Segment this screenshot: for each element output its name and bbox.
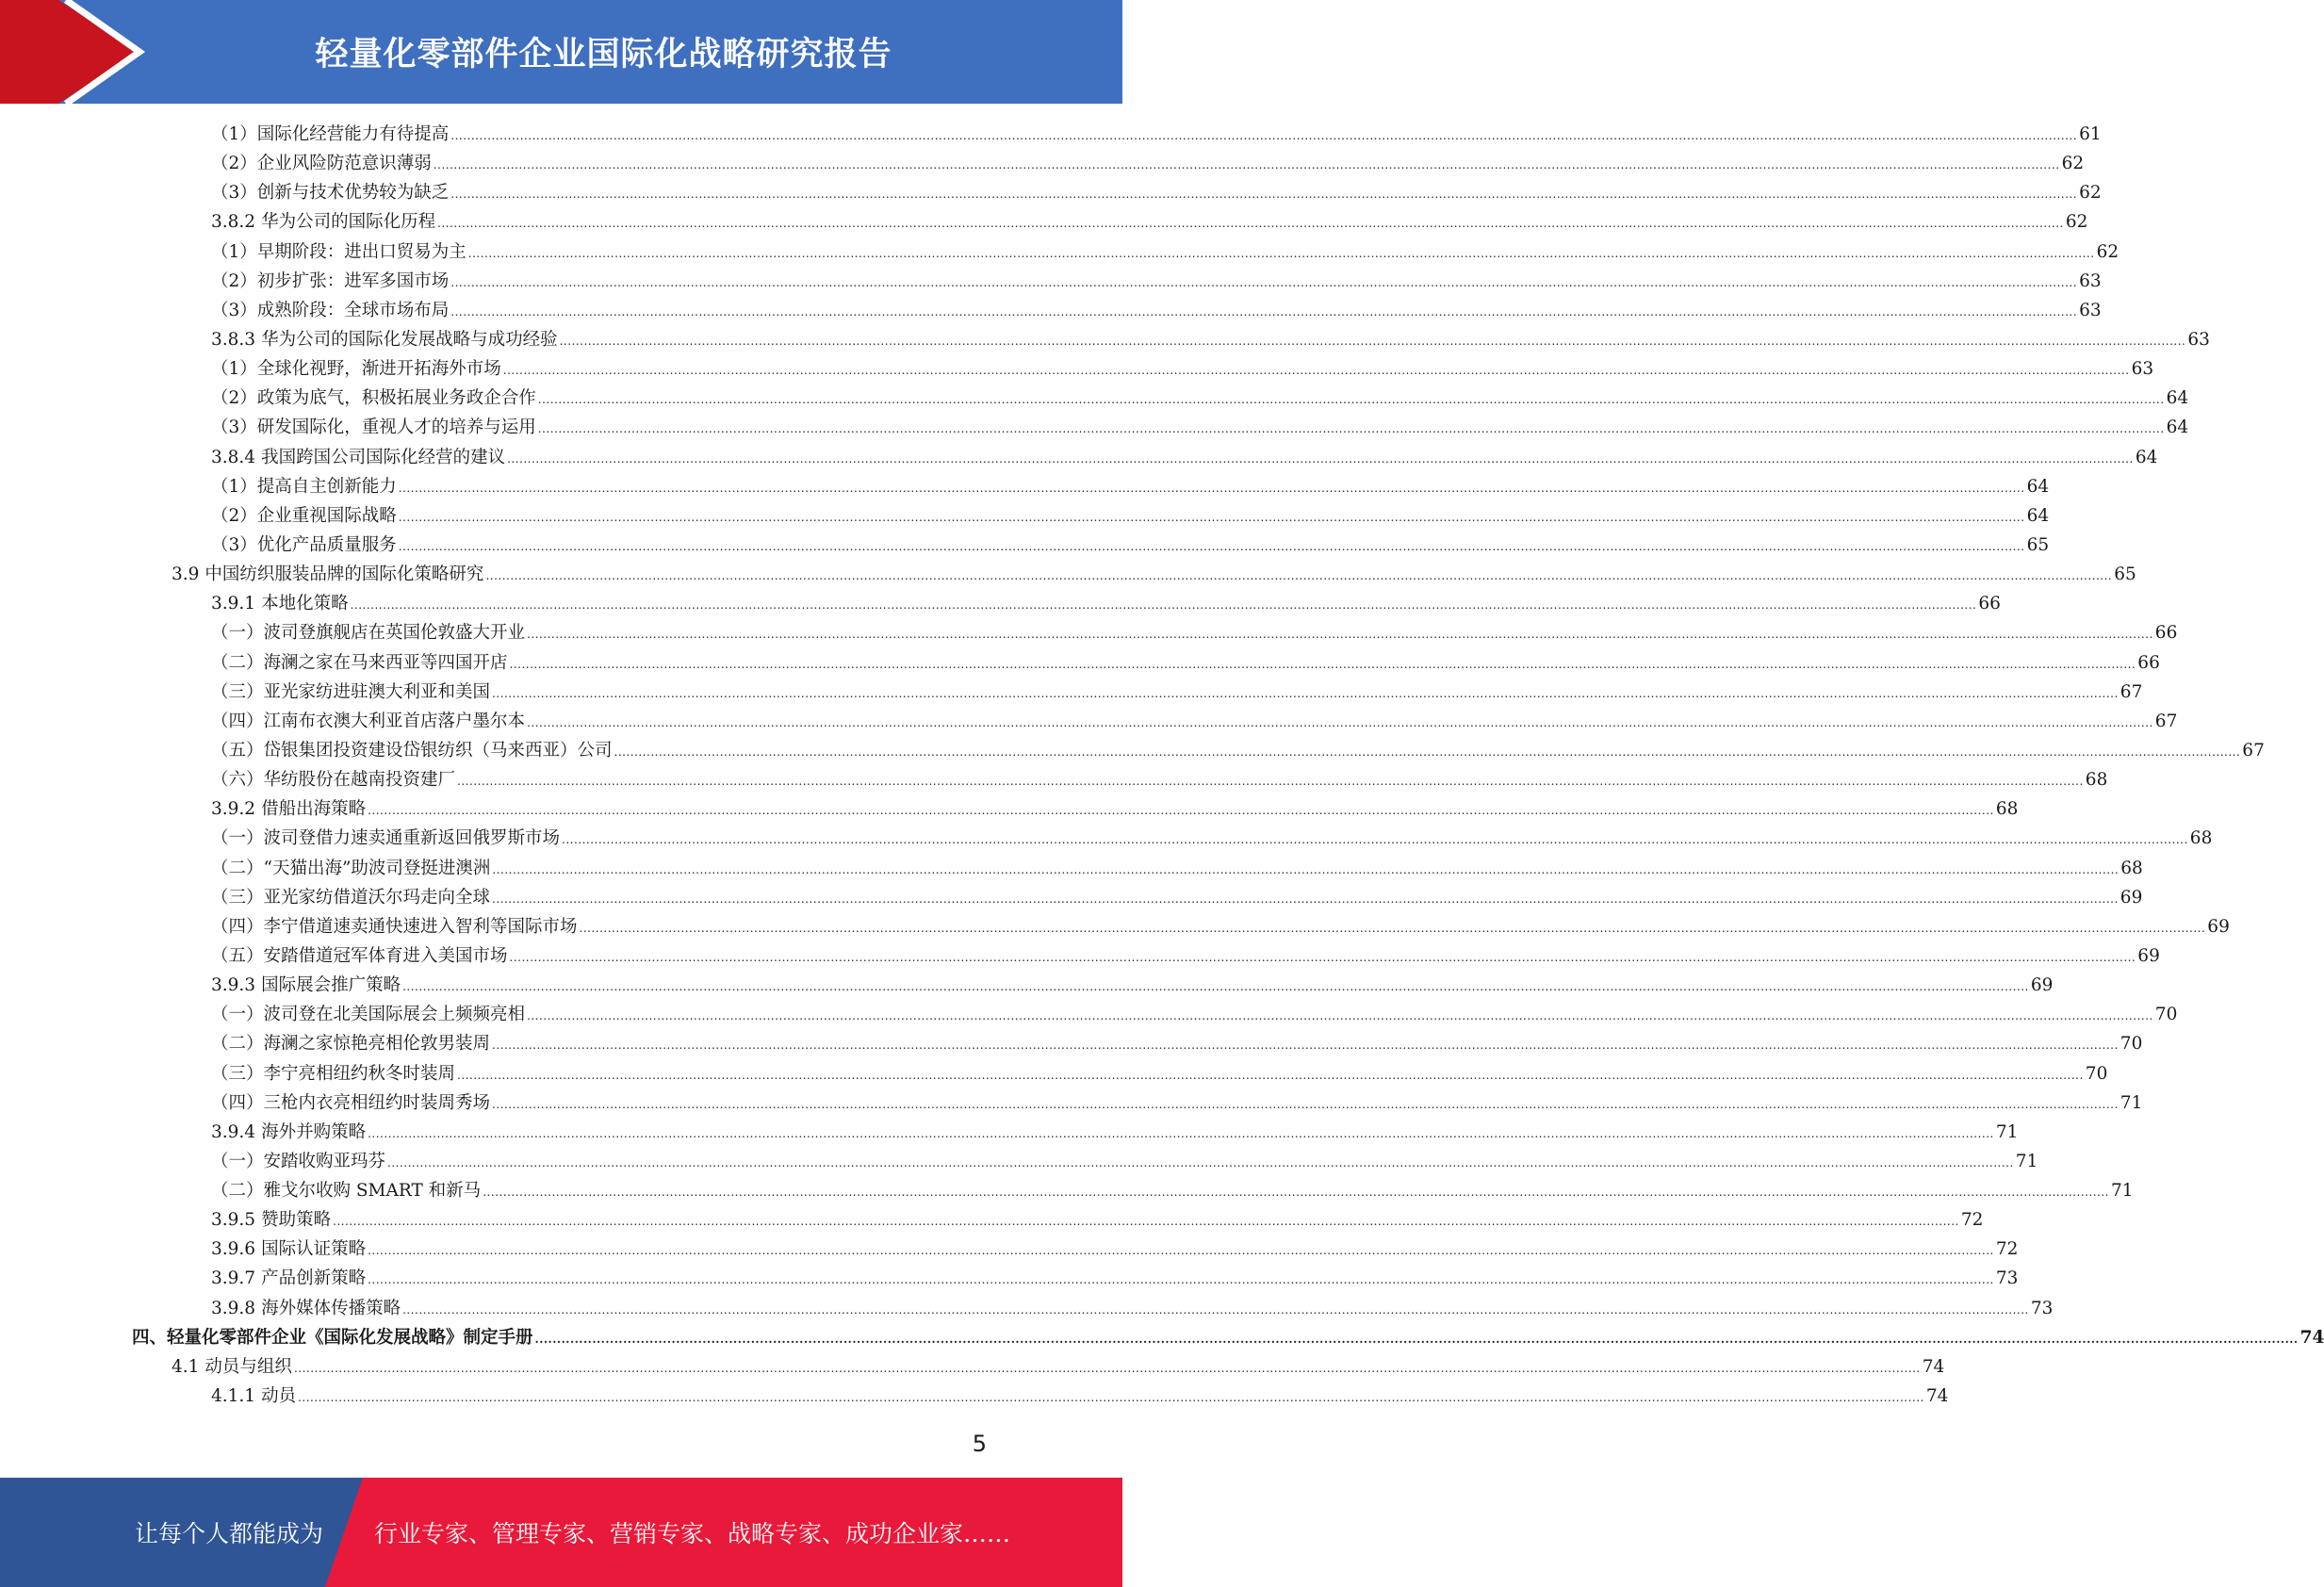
- toc-entry-number: 4.1: [172, 1356, 200, 1377]
- toc-entry-title: [211, 1205, 331, 1235]
- toc-dot-leader: ................................................................................................................................................................................................................................................................................................................................................................................................................: [509, 657, 2136, 671]
- toc-entry[interactable]: [132, 1088, 2143, 1118]
- toc-entry-title: [211, 267, 449, 296]
- toc-page-number: 67: [2119, 681, 2143, 702]
- toc-entry[interactable]: [132, 1000, 2178, 1029]
- toc-entry-text: （二）“天猫出海”助波司登挺进澳洲: [211, 858, 491, 878]
- toc-dot-leader: ................................................................................................................................................................................................................................................................................................................................................................................................................: [492, 1097, 2119, 1111]
- toc-entry[interactable]: [132, 207, 2088, 237]
- toc-page-number: 68: [2120, 858, 2143, 878]
- toc-entry-title: [172, 560, 483, 589]
- toc-entry-title: [211, 1088, 490, 1118]
- toc-dot-leader: ................................................................................................................................................................................................................................................................................................................................................................................................................: [509, 950, 2136, 964]
- toc-page-number: 74: [1922, 1356, 1945, 1377]
- toc-entry[interactable]: [132, 1235, 2019, 1264]
- toc-page-number: 72: [1960, 1210, 1984, 1231]
- document-title: 轻量化零部件企业国际化战略研究报告: [315, 36, 892, 74]
- toc-entry[interactable]: [132, 912, 2230, 941]
- toc-page-number: 61: [2079, 124, 2102, 144]
- toc-dot-leader: ................................................................................................................................................................................................................................................................................................................................................................................................................: [559, 334, 2186, 348]
- toc-entry-title: [211, 178, 449, 207]
- toc-dot-leader: ................................................................................................................................................................................................................................................................................................................................................................................................................: [534, 1332, 2299, 1346]
- toc-entry[interactable]: [132, 354, 2154, 384]
- toc-entry[interactable]: [132, 1205, 1984, 1235]
- toc-entry-text: （2）企业风险防范意识薄弱: [211, 154, 432, 174]
- toc-dot-leader: ................................................................................................................................................................................................................................................................................................................................................................................................................: [293, 1361, 1921, 1375]
- toc-entry[interactable]: [132, 384, 2189, 413]
- toc-dot-leader: ................................................................................................................................................................................................................................................................................................................................................................................................................: [492, 1039, 2119, 1053]
- toc-dot-leader: ................................................................................................................................................................................................................................................................................................................................................................................................................: [350, 598, 1977, 613]
- toc-page-number: 71: [1995, 1121, 2019, 1142]
- toc-dot-leader: ................................................................................................................................................................................................................................................................................................................................................................................................................: [527, 628, 2153, 642]
- toc-entry-text: （一）波司登借力速卖通重新返回俄罗斯市场: [211, 828, 561, 849]
- toc-entry[interactable]: [132, 178, 2102, 207]
- toc-entry-text: （1）全球化视野，渐进开拓海外市场: [211, 359, 501, 380]
- toc-page-number: 64: [2166, 417, 2189, 438]
- toc-entry[interactable]: [132, 296, 2102, 325]
- toc-entry-text: （四）江南布衣澳大利亚首店落户墨尔本: [211, 711, 526, 731]
- toc-entry-title: [211, 1176, 481, 1205]
- toc-page-number: 71: [2119, 1092, 2143, 1113]
- toc-page-number: 63: [2187, 329, 2210, 350]
- footer-slogan-right: 行业专家、管理专家、营销专家、战略专家、成功企业家……: [374, 1520, 1011, 1547]
- toc-entry[interactable]: [132, 765, 2108, 794]
- toc-page-number: 69: [2137, 945, 2160, 966]
- toc-entry-title: [211, 707, 525, 736]
- toc-entry-number: 3.9.5: [211, 1210, 256, 1231]
- toc-page-number: 66: [2137, 652, 2160, 673]
- toc-entry-number: 3.9.6: [211, 1239, 256, 1260]
- toc-entry-text: （二）海澜之家惊艳亮相伦敦男装周: [211, 1034, 491, 1055]
- toc-entry[interactable]: [132, 413, 2189, 442]
- toc-entry[interactable]: [132, 854, 2143, 883]
- toc-entry[interactable]: [132, 472, 2050, 501]
- toc-entry-number: 3.8.4: [211, 447, 256, 467]
- toc-entry-number: 3.9.1: [211, 594, 256, 614]
- toc-entry-text: （1）早期阶段：进出口贸易为主: [211, 241, 466, 262]
- toc-dot-leader: ................................................................................................................................................................................................................................................................................................................................................................................................................: [450, 129, 2078, 142]
- toc-entry[interactable]: [132, 1382, 1949, 1411]
- toc-entry[interactable]: [132, 618, 2178, 647]
- toc-entry-text: 国际展会推广策略: [261, 975, 401, 996]
- table-of-contents: [132, 120, 2324, 1411]
- toc-entry-title: [211, 941, 508, 971]
- footer-slogan-left: 让每个人都能成为: [135, 1520, 324, 1547]
- page-header: [0, 0, 1122, 104]
- toc-entry-title: [211, 1294, 401, 1323]
- toc-entry-title: [211, 237, 466, 267]
- toc-entry-text: 我国跨国公司国际化经营的建议: [261, 447, 506, 467]
- toc-dot-leader: ................................................................................................................................................................................................................................................................................................................................................................................................................: [333, 1215, 1959, 1229]
- toc-entry-number: 3.9.8: [211, 1298, 256, 1318]
- toc-entry[interactable]: [132, 736, 2265, 765]
- toc-entry-title: [211, 207, 435, 237]
- toc-entry-number: 3.8.2: [211, 212, 256, 233]
- toc-entry[interactable]: [132, 1352, 1945, 1382]
- toc-entry-title: [211, 618, 525, 647]
- toc-entry-title: [211, 824, 560, 853]
- toc-page-number: 64: [2026, 476, 2050, 497]
- toc-page-number: 74: [2299, 1327, 2324, 1348]
- toc-entry-text: （3）成熟阶段：全球市场布局: [211, 300, 450, 320]
- toc-entry[interactable]: [132, 971, 2054, 1000]
- toc-entry-text: 华为公司的国际化历程: [261, 212, 436, 233]
- toc-entry[interactable]: [132, 1323, 2324, 1352]
- toc-entry[interactable]: [132, 824, 2213, 853]
- toc-entry-title: [211, 1029, 490, 1058]
- toc-entry-text: 本地化策略: [261, 594, 349, 614]
- toc-dot-leader: ................................................................................................................................................................................................................................................................................................................................................................................................................: [492, 686, 2119, 700]
- toc-page-number: 70: [2154, 1005, 2178, 1025]
- toc-dot-leader: ................................................................................................................................................................................................................................................................................................................................................................................................................: [527, 1009, 2153, 1023]
- toc-page-number: 70: [2085, 1063, 2108, 1084]
- toc-entry-title: [211, 1000, 525, 1029]
- toc-entry[interactable]: [132, 149, 2085, 178]
- toc-dot-leader: ................................................................................................................................................................................................................................................................................................................................................................................................................: [450, 304, 2078, 319]
- toc-page-number: 62: [2096, 241, 2119, 262]
- toc-page-number: 63: [2079, 270, 2102, 291]
- toc-entry-text: 动员与组织: [205, 1356, 292, 1377]
- toc-entry-text: 华为公司的国际化发展战略与成功经验: [261, 329, 558, 350]
- toc-entry[interactable]: [132, 648, 2160, 678]
- toc-dot-leader: ................................................................................................................................................................................................................................................................................................................................................................................................................: [537, 422, 2165, 436]
- toc-page-number: 68: [2189, 828, 2213, 849]
- toc-entry[interactable]: [132, 501, 2050, 531]
- toc-entry[interactable]: [132, 589, 2001, 618]
- toc-entry-text: 海外并购策略: [261, 1121, 367, 1142]
- toc-entry[interactable]: [132, 1264, 2019, 1293]
- toc-page-number: 70: [2119, 1034, 2143, 1055]
- toc-entry[interactable]: [132, 707, 2178, 736]
- toc-page-number: 68: [2085, 770, 2108, 791]
- toc-entry-text: 海外媒体传播策略: [261, 1298, 401, 1318]
- toc-entry-title: [211, 354, 501, 384]
- toc-dot-leader: ................................................................................................................................................................................................................................................................................................................................................................................................................: [437, 217, 2064, 231]
- toc-page-number: 64: [2026, 505, 2050, 526]
- toc-entry-title: [211, 971, 401, 1000]
- toc-entry-text: （五）安踏借道冠军体育进入美国市场: [211, 945, 508, 966]
- toc-entry-title: [211, 149, 432, 178]
- toc-entry-title: [211, 443, 505, 472]
- toc-dot-leader: ................................................................................................................................................................................................................................................................................................................................................................................................................: [398, 481, 2025, 495]
- toc-entry-title: [211, 883, 490, 912]
- toc-dot-leader: ................................................................................................................................................................................................................................................................................................................................................................................................................: [537, 393, 2165, 407]
- toc-entry-number: 4.1.1: [211, 1386, 256, 1407]
- toc-entry-text: （一）波司登在北美国际展会上频频亮相: [211, 1005, 526, 1025]
- toc-entry-title: [211, 589, 349, 618]
- toc-entry[interactable]: [132, 325, 2210, 354]
- toc-entry-number: 3.9.2: [211, 799, 256, 820]
- toc-entry-title: [211, 1059, 455, 1088]
- toc-page-number: 69: [2030, 975, 2054, 996]
- toc-page-number: 64: [2166, 388, 2189, 409]
- toc-entry-text: 赞助策略: [261, 1210, 332, 1231]
- toc-entry-title: [211, 531, 397, 560]
- toc-entry-text: （2）初步扩张：进军多国市场: [211, 270, 450, 291]
- toc-page-number: 63: [2079, 300, 2102, 320]
- toc-entry-text: （二）雅戈尔收购 SMART 和新马: [211, 1181, 482, 1202]
- toc-page-number: 65: [2114, 564, 2136, 585]
- page-footer: [0, 1478, 1122, 1587]
- toc-entry-title: [211, 1264, 366, 1293]
- toc-dot-leader: ................................................................................................................................................................................................................................................................................................................................................................................................................: [527, 715, 2153, 729]
- toc-entry-title: [211, 1147, 385, 1176]
- toc-entry[interactable]: [132, 1147, 2038, 1176]
- toc-dot-leader: ................................................................................................................................................................................................................................................................................................................................................................................................................: [457, 775, 2084, 789]
- toc-page-number: 69: [2207, 916, 2230, 937]
- toc-entry[interactable]: [132, 1059, 2108, 1088]
- toc-entry-text: （3）优化产品质量服务: [211, 534, 397, 555]
- toc-page-number: 66: [2154, 623, 2178, 644]
- toc-entry-title: [211, 120, 449, 149]
- toc-entry-title: [211, 384, 536, 413]
- toc-entry-text: （一）安踏收购亚玛芬: [211, 1151, 386, 1171]
- toc-entry[interactable]: [132, 941, 2160, 971]
- toc-dot-leader: ................................................................................................................................................................................................................................................................................................................................................................................................................: [492, 862, 2119, 876]
- toc-page-number: 67: [2242, 740, 2265, 761]
- toc-dot-leader: ................................................................................................................................................................................................................................................................................................................................................................................................................: [368, 1126, 1994, 1140]
- toc-entry[interactable]: [132, 237, 2119, 267]
- toc-dot-leader: ................................................................................................................................................................................................................................................................................................................................................................................................................: [579, 921, 2206, 935]
- toc-page-number: 63: [2131, 359, 2154, 380]
- toc-entry[interactable]: [132, 1294, 2054, 1323]
- toc-entry[interactable]: [132, 443, 2158, 472]
- toc-entry-text: （1）国际化经营能力有待提高: [211, 124, 450, 144]
- toc-dot-leader: ................................................................................................................................................................................................................................................................................................................................................................................................................: [483, 1186, 2109, 1200]
- toc-entry[interactable]: [132, 531, 2050, 560]
- toc-page-number: 72: [1995, 1239, 2019, 1260]
- toc-dot-leader: ................................................................................................................................................................................................................................................................................................................................................................................................................: [368, 1244, 1994, 1258]
- toc-entry-text: （二）海澜之家在马来西亚等四国开店: [211, 652, 508, 673]
- toc-entry-number: 3.9: [172, 564, 200, 585]
- toc-entry-text: （3）创新与技术优势较为缺乏: [211, 183, 450, 204]
- toc-entry-title: [211, 854, 490, 883]
- toc-entry-title: [211, 765, 455, 794]
- toc-entry-text: （1）提高自主创新能力: [211, 476, 397, 497]
- toc-page-number: 62: [2065, 212, 2088, 233]
- toc-dot-leader: ................................................................................................................................................................................................................................................................................................................................................................................................................: [402, 1302, 2029, 1317]
- toc-dot-leader: ................................................................................................................................................................................................................................................................................................................................................................................................................: [398, 539, 2025, 553]
- toc-entry-title: [172, 1352, 292, 1382]
- toc-entry[interactable]: [132, 1029, 2143, 1058]
- toc-entry-number: 3.9.4: [211, 1121, 256, 1142]
- toc-dot-leader: ................................................................................................................................................................................................................................................................................................................................................................................................................: [467, 246, 2095, 260]
- toc-dot-leader: ................................................................................................................................................................................................................................................................................................................................................................................................................: [614, 744, 2241, 759]
- toc-page-number: 65: [2026, 534, 2050, 555]
- page-number: 5: [972, 1431, 987, 1457]
- toc-entry-text: （六）华纺股份在越南投资建厂: [211, 770, 456, 791]
- toc-page-number: 69: [2119, 887, 2143, 908]
- toc-entry-title: [211, 413, 536, 442]
- toc-entry[interactable]: [132, 120, 2102, 149]
- toc-entry-text: （三）亚光家纺借道沃尔玛走向全球: [211, 887, 491, 908]
- toc-dot-leader: ................................................................................................................................................................................................................................................................................................................................................................................................................: [502, 364, 2130, 378]
- toc-page-number: 67: [2154, 711, 2178, 731]
- toc-entry-text: （三）亚光家纺进驻澳大利亚和美国: [211, 681, 491, 702]
- toc-page-number: 73: [1995, 1268, 2019, 1289]
- toc-entry-text: 产品创新策略: [261, 1268, 367, 1289]
- toc-entry-title: [211, 1118, 366, 1147]
- toc-dot-leader: ................................................................................................................................................................................................................................................................................................................................................................................................................: [492, 892, 2119, 906]
- toc-entry[interactable]: [132, 794, 2019, 824]
- toc-entry-text: （四）三枪内衣亮相纽约时装周秀场: [211, 1092, 491, 1113]
- toc-entry-title: [211, 296, 449, 325]
- toc-entry-text: 国际认证策略: [261, 1239, 367, 1260]
- toc-dot-leader: ................................................................................................................................................................................................................................................................................................................................................................................................................: [368, 804, 1994, 818]
- toc-entry-title: [132, 1323, 533, 1352]
- toc-entry-text: 动员: [261, 1386, 297, 1407]
- toc-entry[interactable]: [132, 883, 2143, 912]
- toc-entry-text: （三）李宁亮相纽约秋冬时装周: [211, 1063, 456, 1084]
- toc-page-number: 64: [2135, 447, 2158, 467]
- toc-dot-leader: ................................................................................................................................................................................................................................................................................................................................................................................................................: [398, 510, 2025, 524]
- toc-dot-leader: ................................................................................................................................................................................................................................................................................................................................................................................................................: [507, 451, 2134, 466]
- toc-page-number: 74: [1925, 1386, 1949, 1407]
- toc-dot-leader: ................................................................................................................................................................................................................................................................................................................................................................................................................: [450, 188, 2078, 202]
- toc-page-number: 68: [1995, 799, 2019, 820]
- toc-entry-number: 3.9.7: [211, 1268, 256, 1289]
- toc-entry-title: [211, 1235, 366, 1264]
- toc-entry-title: [211, 648, 508, 678]
- toc-dot-leader: ................................................................................................................................................................................................................................................................................................................................................................................................................: [298, 1391, 1924, 1405]
- toc-entry-text: 四、轻量化零部件企业《国际化发展战略》制定手册: [132, 1327, 533, 1348]
- toc-dot-leader: ................................................................................................................................................................................................................................................................................................................................................................................................................: [368, 1273, 1994, 1287]
- toc-entry-title: [211, 1382, 296, 1411]
- toc-page-number: 62: [2079, 183, 2102, 204]
- toc-entry-text: 中国纺织服装品牌的国际化策略研究: [205, 564, 484, 585]
- toc-entry[interactable]: [132, 560, 2136, 589]
- toc-dot-leader: ................................................................................................................................................................................................................................................................................................................................................................................................................: [402, 980, 2029, 994]
- toc-entry-text: （2）企业重视国际战略: [211, 505, 397, 526]
- toc-entry-text: （3）研发国际化，重视人才的培养与运用: [211, 417, 536, 438]
- header-red-shape: [0, 0, 139, 104]
- toc-dot-leader: ................................................................................................................................................................................................................................................................................................................................................................................................................: [485, 569, 2113, 583]
- toc-entry-title: [211, 501, 397, 531]
- toc-dot-leader: ................................................................................................................................................................................................................................................................................................................................................................................................................: [450, 275, 2078, 289]
- toc-entry-number: 3.9.3: [211, 975, 256, 996]
- toc-page-number: 71: [2015, 1151, 2038, 1171]
- toc-entry-text: （五）岱银集团投资建设岱银纺织（马来西亚）公司: [211, 740, 613, 761]
- toc-dot-leader: ................................................................................................................................................................................................................................................................................................................................................................................................................: [457, 1068, 2084, 1082]
- toc-entry[interactable]: [132, 678, 2143, 707]
- toc-page-number: 71: [2110, 1181, 2134, 1202]
- toc-entry[interactable]: [132, 267, 2102, 296]
- toc-entry-title: [211, 325, 558, 354]
- toc-entry-text: （一）波司登旗舰店在英国伦敦盛大开业: [211, 623, 526, 644]
- toc-entry-title: [211, 678, 490, 707]
- toc-entry-text: （2）政策为底气，积极拓展业务政企合作: [211, 388, 536, 409]
- toc-page-number: 66: [1978, 594, 2001, 614]
- toc-dot-leader: ................................................................................................................................................................................................................................................................................................................................................................................................................: [562, 833, 2188, 847]
- toc-entry[interactable]: [132, 1118, 2019, 1147]
- toc-entry-text: （四）李宁借道速卖通快速进入智利等国际市场: [211, 916, 578, 937]
- toc-entry-title: [211, 736, 613, 765]
- toc-page-number: 62: [2061, 154, 2085, 174]
- toc-entry-title: [211, 794, 366, 824]
- toc-entry-text: 借船出海策略: [261, 799, 367, 820]
- toc-page-number: 73: [2030, 1298, 2054, 1318]
- toc-entry-number: 3.8.3: [211, 329, 256, 350]
- toc-entry-title: [211, 912, 578, 941]
- toc-dot-leader: ................................................................................................................................................................................................................................................................................................................................................................................................................: [433, 158, 2060, 172]
- toc-entry-title: [211, 472, 397, 501]
- toc-entry[interactable]: [132, 1176, 2134, 1205]
- toc-dot-leader: ................................................................................................................................................................................................................................................................................................................................................................................................................: [387, 1155, 2014, 1170]
